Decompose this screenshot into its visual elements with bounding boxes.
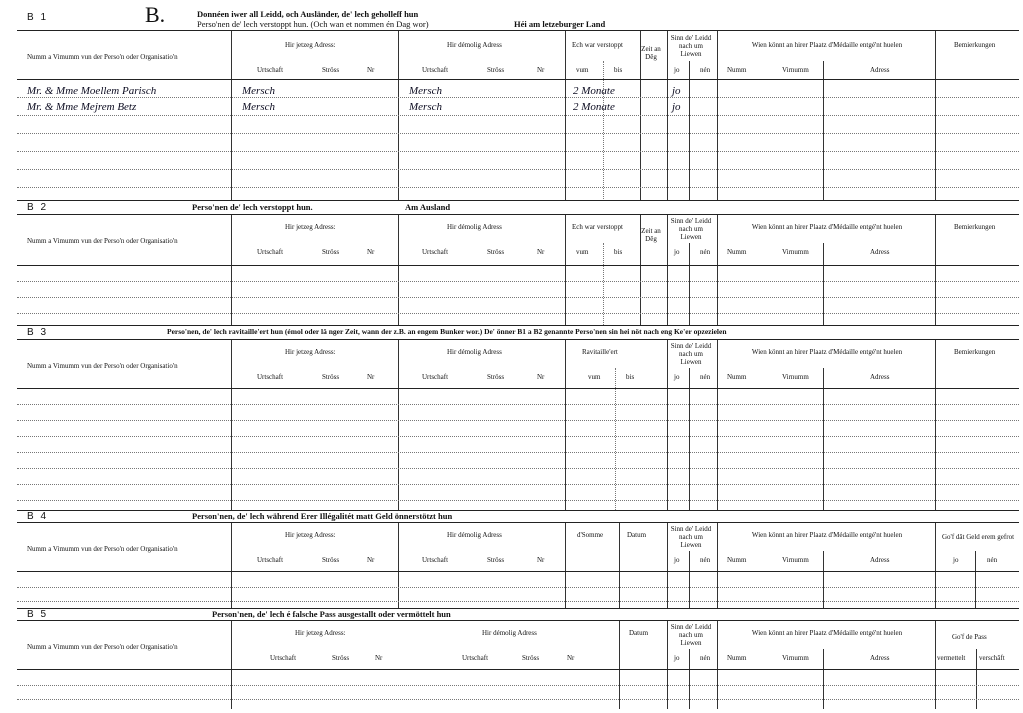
col-remarks-header: Bemierkungen [954,223,996,231]
col-hidden-header: Ech war verstoppt [572,223,623,231]
sub-nr-2: Nr [537,556,545,564]
sub-issued: vermettelt [937,654,966,662]
section-b1 [17,2,1019,200]
sub-first: Virnumm [782,373,809,381]
sub-yes: jo [674,373,680,381]
sub-street: Ströss [332,654,350,662]
col-hidden-header: Ech war verstoppt [572,41,623,49]
sub-street: Ströss [322,66,340,74]
sub-name: Numm [727,654,747,662]
col-ravitaille-header: Ravitaille'ert [582,348,618,356]
sub-town: Urtschaft [257,373,284,381]
col-name-header: Numm a Vimumm vun der Perso'n oder Organisatio'n [27,53,178,61]
col-alive-header: Sinn de' Leidd nach um Liewen [670,623,712,647]
sub-nr-2: Nr [567,654,575,662]
col-time-header: Zeit an Dêg [641,227,661,243]
entry-alive-1: jo [672,85,681,97]
sub-name: Numm [727,66,747,74]
col-current-header: Hir jetzeg Adress: [285,531,336,539]
section-title-line2: Perso'nen de' lech verstoppt hun. (Och wan et nommen én Dag wor) [197,19,429,29]
sub-no: nén [700,248,711,256]
col-remarks-header: Bemierkungen [954,348,996,356]
section-id: B 4 [27,511,49,522]
sub-nr: Nr [367,248,375,256]
col-former-header: Hir démolig Adress [447,348,502,356]
section-b2-header [17,200,1019,215]
sub-street: Ströss [322,248,340,256]
col-refund-header: Go'f dât Geld erem gefrot [942,533,1015,541]
sub-address: Adress [870,654,890,662]
col-name-header: Numm a Vimumm vun der Perso'n oder Organisatio'n [27,237,178,245]
table-b1 [17,31,1019,201]
form-letter: B. [145,2,166,27]
sub-name: Numm [727,248,747,256]
col-time-header: Zeit an Dêg [641,45,661,61]
section-title: Perso'nen, de' lech ravitaille'ert hun (émol oder lä nger Zeit, wann der z.B. an engem Bunker wor.) De' önner B1 a B2 genannte Perso'nen sin hei nöt nach eng Ke'er opzezielen [167,327,727,336]
table-b3 [17,340,1019,510]
col-alive-header: Sinn de' Leidd nach um Liewen [670,342,712,366]
sub-to: bis [614,66,623,74]
section-id: B 1 [27,12,49,23]
sub-from: vum [588,373,601,381]
col-medal-header: Wien könnt an hirer Plaatz d'Médaille entgé'nt huelen [751,223,903,231]
entry-alive-2: jo [672,101,681,113]
col-date-header: Datum [627,531,647,539]
sub-no: nén [700,373,711,381]
sub-town-2: Urtschaft [422,66,449,74]
entry-name-2: Mr. & Mme Mejrem Betz [27,101,137,113]
sub-to: bis [626,373,635,381]
col-medal-header: Wien könnt an hirer Plaatz d'Médaille entgé'nt huelen [751,348,903,356]
col-current-header: Hir jetzeg Adress: [285,41,336,49]
sub-nr: Nr [367,66,375,74]
sub-nr: Nr [375,654,383,662]
section-b4-header [17,510,1019,523]
sub-address: Adress [870,66,890,74]
entry-current-2: Mersch [242,101,275,113]
sub-refund-yes: jo [953,556,959,564]
entry-period-1: 2 Monate [573,85,615,97]
section-b5-header [17,608,1019,621]
sub-address: Adress [870,556,890,564]
sub-first: Virnumm [782,248,809,256]
sub-yes: jo [674,248,680,256]
col-current-header: Hir jetzeg Adress: [285,223,336,231]
sub-mediated: verschâft [979,654,1005,662]
sub-first: Virnumm [782,556,809,564]
table-b5 [17,621,1019,709]
section-id: B 2 [27,202,49,213]
sub-from: vum [576,248,589,256]
section-title: Perso'nen de' lech verstoppt hun. [192,202,313,212]
sub-address: Adress [870,373,890,381]
sub-yes: jo [674,654,680,662]
col-former-header: Hir démolig Adress [482,629,537,637]
table-b4 [17,523,1019,608]
section-id: B 5 [27,609,49,620]
section-title: Person'nen, de' lech während Erer Illégalitét matt Geld önnerstötzt hun [192,511,453,521]
sub-first: Virnumm [782,654,809,662]
col-alive-header: Sinn de' Leidd nach um Liewen [670,525,712,549]
col-former-header: Hir démolig Adress [447,531,502,539]
sub-town: Urtschaft [257,556,284,564]
sub-yes: jo [674,66,680,74]
sub-street: Ströss [322,556,340,564]
section-b4 [17,510,1019,608]
entry-former-1: Mersch [409,85,442,97]
sub-town: Urtschaft [257,248,284,256]
sub-street-2: Ströss [487,373,505,381]
sub-from: vum [576,66,589,74]
col-medal-header: Wien könnt an hirer Plaatz d'Médaille entgé'nt huelen [751,41,903,49]
entry-name-1: Mr. & Mme Moellem Parisch [27,85,157,97]
sub-name: Numm [727,373,747,381]
sub-address: Adress [870,248,890,256]
section-title-extra: Am Ausland [405,202,451,212]
col-sum-header: d'Somme [577,531,604,539]
section-b3-header [17,325,1019,340]
sub-street: Ströss [322,373,340,381]
table-b2 [17,215,1019,325]
col-former-header: Hir démolig Adress [447,223,502,231]
section-b1-header [17,2,1019,31]
section-id: B 3 [27,327,49,338]
sub-refund-no: nén [987,556,998,564]
col-medal-header: Wien könnt an hirer Plaatz d'Médaille entgé'nt huelen [751,531,903,539]
section-b2 [17,200,1019,325]
sub-nr-2: Nr [537,66,545,74]
sub-no: nén [700,654,711,662]
sub-street-2: Ströss [487,556,505,564]
entry-current-1: Mersch [242,85,275,97]
entry-period-2: 2 Monate [573,101,615,113]
sub-to: bis [614,248,623,256]
sub-town-2: Urtschaft [422,373,449,381]
sub-no: nén [700,66,711,74]
sub-yes: jo [674,556,680,564]
sub-no: nén [700,556,711,564]
sub-street-2: Ströss [487,66,505,74]
col-name-header: Numm a Vimumm vun der Perso'n oder Organisatio'n [27,643,178,651]
sub-street-2: Ströss [522,654,540,662]
col-medal-header: Wien könnt an hirer Plaatz d'Médaille entgé'nt huelen [751,629,903,637]
col-alive-header: Sinn de' Leidd nach um Liewen [670,34,712,58]
sub-street-2: Ströss [487,248,505,256]
sub-nr-2: Nr [537,373,545,381]
entry-former-2: Mersch [409,101,442,113]
col-current-header: Hir jetzeg Adress: [295,629,346,637]
col-date-header: Datum [629,629,649,637]
sub-town: Urtschaft [257,66,284,74]
section-b3 [17,325,1019,510]
sub-nr: Nr [367,556,375,564]
section-b5 [17,608,1019,711]
section-title: Person'nen, de' lech é falsche Pass ausgestallt oder vermöttelt hun [212,609,451,619]
sub-town-2: Urtschaft [462,654,489,662]
sub-town-2: Urtschaft [422,556,449,564]
section-title-extra: Héi am letzeburger Land [514,19,606,29]
sub-first: Virnumm [782,66,809,74]
col-remarks-header: Bemierkungen [954,41,996,49]
col-alive-header: Sinn de' Leidd nach um Liewen [670,217,712,241]
col-pass-header: Go'f de Pass [952,633,987,641]
sub-name: Numm [727,556,747,564]
sub-town-2: Urtschaft [422,248,449,256]
col-name-header: Numm a Vimumm vun der Perso'n oder Organisatio'n [27,362,178,370]
section-title-line1: Donnéen iwer all Leidd, och Ausländer, de' lech geholleſf hun [197,9,419,19]
sub-town: Urtschaft [270,654,297,662]
sub-nr-2: Nr [537,248,545,256]
col-current-header: Hir jetzeg Adress: [285,348,336,356]
col-name-header: Numm a Vimumm vun der Perso'n oder Organisatio'n [27,545,178,553]
col-former-header: Hir démolig Adress [447,41,502,49]
sub-nr: Nr [367,373,375,381]
